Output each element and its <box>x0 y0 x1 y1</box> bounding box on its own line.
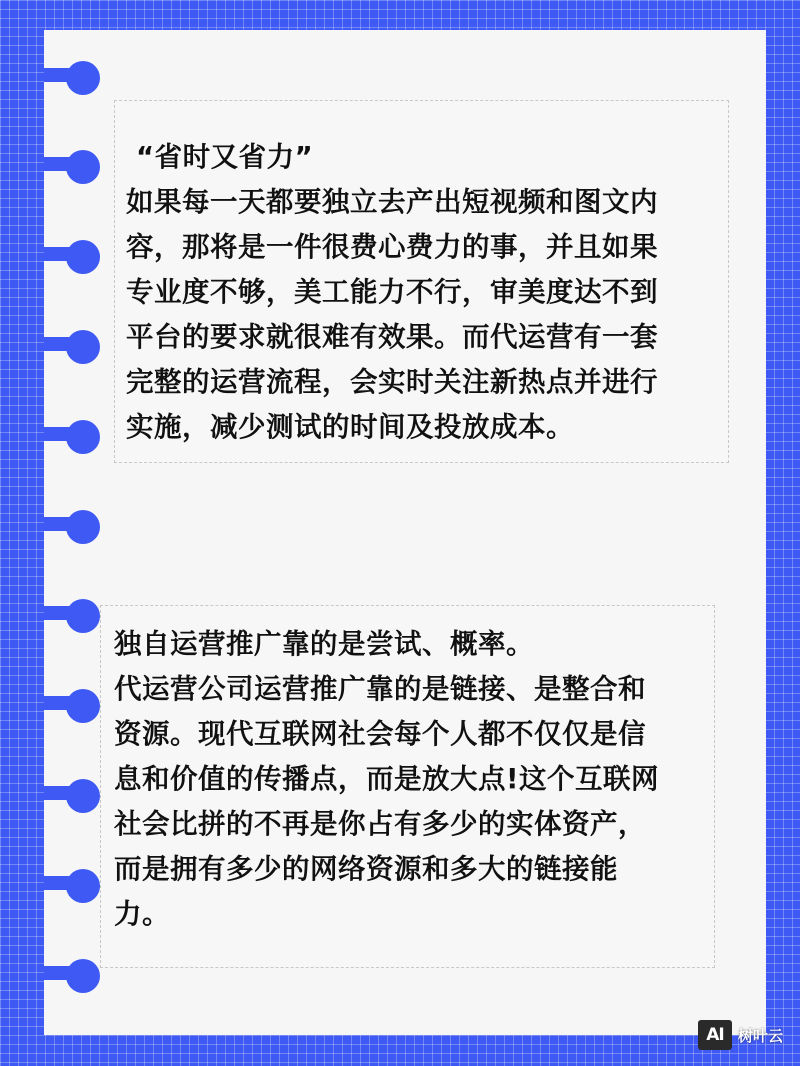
card1-line: 完整的运营流程，会实时关注新热点并进行 <box>126 366 658 398</box>
ring-icon <box>66 959 100 993</box>
ring-icon <box>66 510 100 544</box>
card1-text-block <box>126 135 721 450</box>
ai-logo-icon: AI <box>698 1020 732 1050</box>
card2-line: 息和价值的传播点，而是放大点!这个互联网 <box>114 763 660 795</box>
card2-line: 代运营公司运营推广靠的是链接、是整合和 <box>114 673 646 705</box>
card1-line: 容，那将是一件很费心费力的事，并且如果 <box>126 231 658 263</box>
ring-icon <box>66 689 100 723</box>
ring-icon <box>66 330 100 364</box>
card2-line: 独自运营推广靠的是尝试、概率。 <box>114 628 534 660</box>
card2-line: 力。 <box>114 898 170 930</box>
ring-icon <box>66 150 100 184</box>
card1-line: 平台的要求就很难有效果。而代运营有一套 <box>126 321 658 353</box>
card2-line: 资源。现代互联网社会每个人都不仅仅是信 <box>114 718 646 750</box>
card1-line: 专业度不够，美工能力不行，审美度达不到 <box>126 276 658 308</box>
ring-icon <box>66 61 100 95</box>
card2-text-block <box>114 622 709 937</box>
ring-icon <box>66 599 100 633</box>
watermark-text: 树叶云 <box>738 1026 784 1045</box>
ring-icon <box>66 240 100 274</box>
watermark <box>698 1018 794 1052</box>
ring-icon <box>66 420 100 454</box>
card1-line: 如果每一天都要独立去产出短视频和图文内 <box>126 186 658 218</box>
card2-line: 社会比拼的不再是你占有多少的实体资产， <box>114 808 646 840</box>
ring-icon <box>66 869 100 903</box>
card2-line: 而是拥有多少的网络资源和多大的链接能 <box>114 853 618 885</box>
ring-icon <box>66 779 100 813</box>
card1-line: 实施，减少测试的时间及投放成本。 <box>126 411 574 443</box>
card1-title: “省时又省力” <box>136 141 314 173</box>
